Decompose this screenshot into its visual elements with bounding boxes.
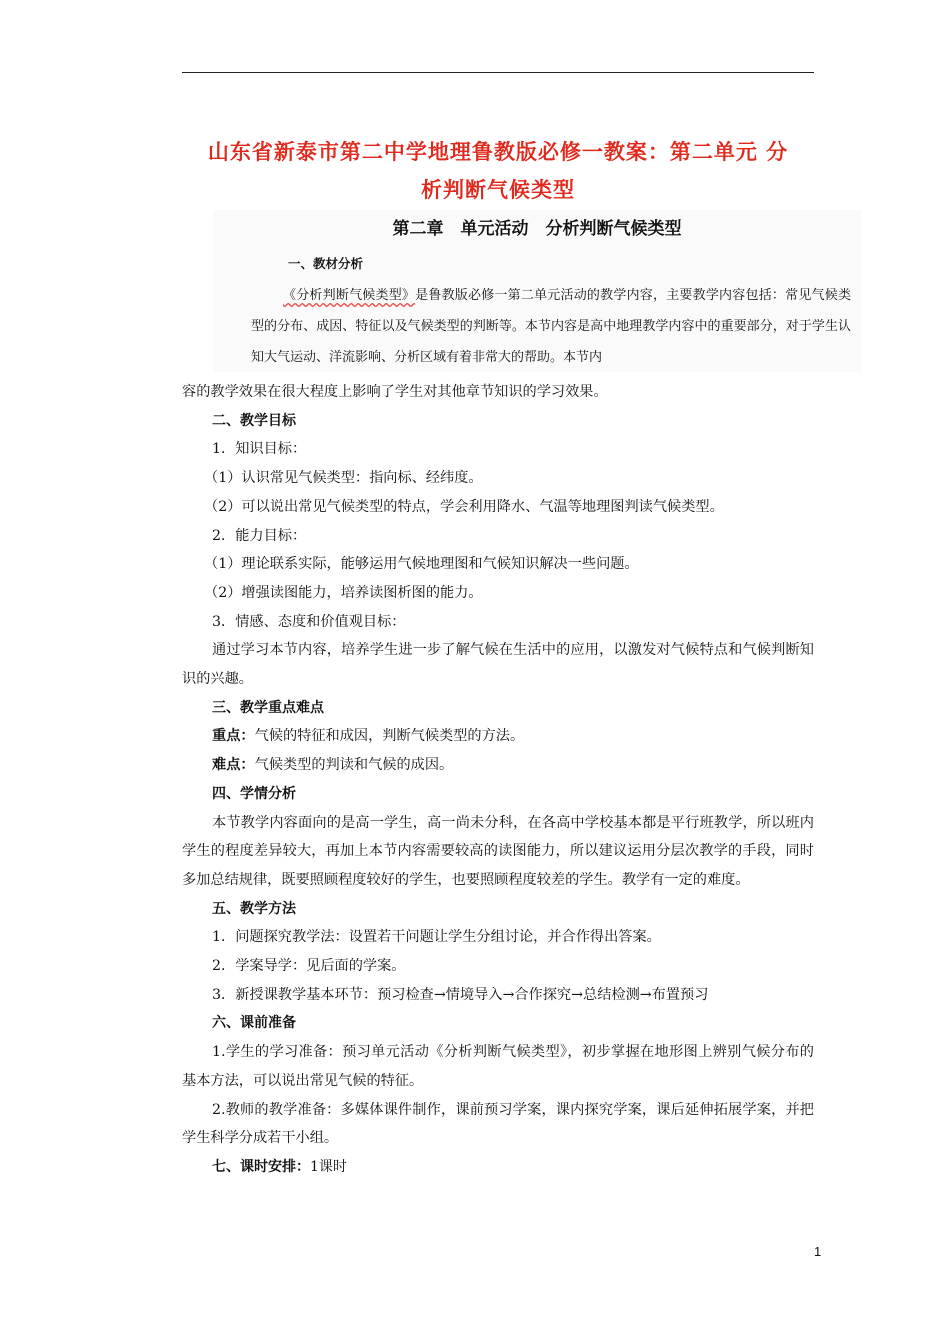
document-title [182, 133, 814, 209]
key-point-text: 气候的特征和成因，判断气候类型的方法。 [254, 728, 525, 745]
method-2: 2．学案导学：见后面的学案。 [212, 958, 406, 975]
section-heading-goals: 二、教学目标 [212, 412, 296, 429]
section-heading-methods: 五、教学方法 [212, 900, 296, 917]
title-line-2: 析判断气候类型 [421, 178, 575, 202]
section-heading-key-points: 三、教学重点难点 [212, 699, 324, 716]
preparation-students: 1.学生的学习准备：预习单元活动《分析判断气候类型》，初步掌握在地形图上辨别气候分布的基本方法，可以说出常见气候的特征。 [182, 1044, 814, 1089]
goal-ability-2: （2）增强读图能力，培养读图析图的能力。 [204, 584, 483, 601]
title-line-1: 山东省新泰市第二中学地理鲁教版必修一教案：第二单元 分 [207, 140, 789, 164]
method-1: 1．问题探究教学法：设置若干问题让学生分组讨论，并合作得出答案。 [212, 929, 661, 946]
schedule-value: 1课时 [310, 1158, 347, 1175]
goal-attitude: 3．情感、态度和价值观目标： [212, 613, 406, 630]
section-heading-preparation: 六、课前准备 [212, 1015, 296, 1032]
key-point-label: 重点： [212, 728, 255, 745]
students-text: 本节教学内容面向的是高一学生，高一尚未分科，在各高中学校基本都是平行班教学，所以班内学生的程度差异较大，再加上本节内容需要较高的读图能力，所以建议运用分层次教学的手段，同时多加总结规律，既要照顾程度较好的学生，也要照顾程度较差的学生。教学有一定的难度。 [182, 814, 814, 888]
difficult-point-label: 难点： [212, 757, 255, 774]
chapter-heading: 第二章 单元活动 分析判断气候类型 [392, 219, 682, 239]
materials-text: 是鲁教版必修一第二单元活动的教学内容，主要教学内容包括：常见气候类型的分布、成因、特征以及气候类型的判断等。本节内容是高中地理教学内容中的重要部分，对于学生认知大气运动、洋流影响、分析区域有着非常大的帮助。本节内 [251, 288, 851, 365]
difficult-point [182, 751, 814, 780]
header-rule [182, 72, 814, 73]
key-point [182, 722, 814, 751]
section-heading-materials: 一、教材分析 [288, 256, 364, 271]
book-title: 《分析判断气候类型》 [283, 288, 416, 303]
section-heading-schedule [182, 1153, 814, 1182]
method-3: 3．新授课教学基本环节：预习检查→情境导入→合作探究→总结检测→布置预习 [212, 986, 709, 1003]
goal-attitude-text: 通过学习本节内容，培养学生进一步了解气候在生活中的应用，以激发对气候特点和气候判断知识的兴趣。 [182, 642, 814, 688]
preparation-teacher: 2.教师的教学准备：多媒体课件制作，课前预习学案，课内探究学案，课后延伸拓展学案，并把学生科学分成若干小组。 [182, 1101, 814, 1147]
goal-knowledge-1: （1）认识常见气候类型：指向标、经纬度。 [204, 470, 483, 487]
goal-ability: 2．能力目标： [212, 527, 307, 544]
page-number: 1 [814, 1244, 822, 1259]
schedule-label: 七、课时安排： [212, 1158, 310, 1175]
goal-knowledge: 1．知识目标： [212, 441, 307, 458]
goal-ability-1: （1）理论联系实际，能够运用气候地理图和气候知识解决一些问题。 [204, 556, 639, 573]
materials-paragraph [251, 280, 851, 373]
continuation-text: 容的教学效果在很大程度上影响了学生对其他章节知识的学习效果。 [182, 384, 608, 400]
embedded-image-block [213, 210, 861, 372]
goal-knowledge-2: （2）可以说出常见气候类型的特点，学会利用降水、气温等地理图判读气候类型。 [204, 498, 724, 515]
section-heading-students: 四、学情分析 [212, 785, 296, 802]
difficult-point-text: 气候类型的判读和气候的成因。 [254, 757, 454, 774]
document-body [182, 378, 814, 1182]
